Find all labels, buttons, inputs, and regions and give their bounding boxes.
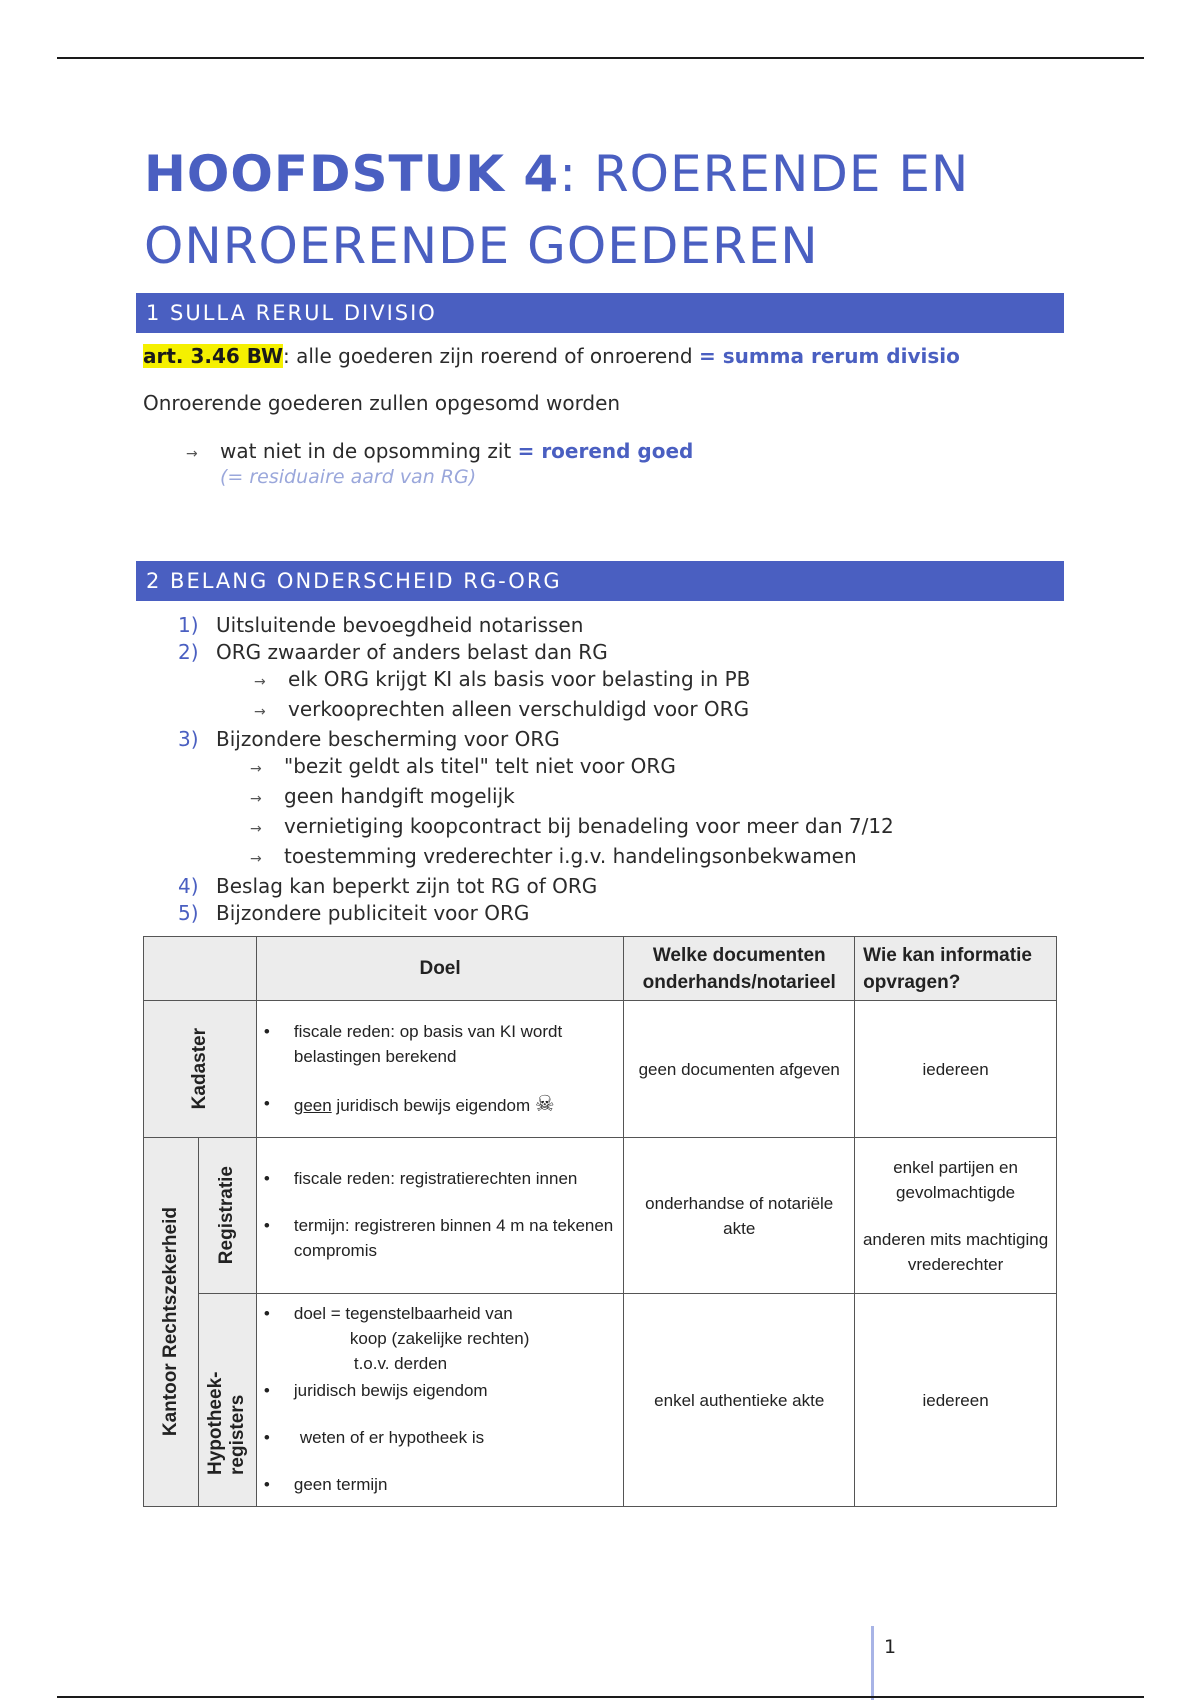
table-header-row	[144, 937, 1057, 1001]
registratie-who-cell: enkel partijen en gevolmachtigde anderen mits machtiging vrederechter	[855, 1138, 1057, 1294]
registratie-doel-cell: • fiscale reden: registratierechten innen • termijn: registreren binnen 4 m na tekenen compromis	[256, 1138, 623, 1294]
row-label-registratie: Registratie	[198, 1138, 256, 1294]
page-number-divider	[871, 1626, 874, 1700]
top-rule	[57, 57, 1144, 59]
page-title: HOOFDSTUK 4: ROERENDE EN ONROERENDE GOEDEREN	[144, 145, 970, 275]
kadaster-who-cell: iedereen	[855, 1001, 1057, 1138]
overview-table	[143, 936, 1057, 1507]
kadaster-doel-cell: • fiscale reden: op basis van KI wordt belastingen berekend • geen juridisch bewijs eigendom ☠	[256, 1001, 623, 1138]
list-item: 5) Bijzondere publiciteit voor ORG	[178, 901, 530, 925]
sub-item: → "bezit geldt als titel" telt niet voor ORG	[178, 753, 894, 783]
skull-icon: ☠	[534, 1090, 555, 1116]
header-doel: Doel	[256, 937, 623, 1001]
residual-note: (= residuaire aard van RG)	[220, 466, 477, 488]
paragraph-line: Onroerende goederen zullen opgesomd worden	[143, 391, 621, 415]
arrow-right-icon: →	[250, 761, 262, 777]
article-reference: art. 3.46 BW	[143, 344, 283, 368]
arrow-right-icon: →	[250, 821, 262, 837]
numbered-list	[178, 612, 894, 927]
arrow-line: → wat niet in de opsomming zit = roerend goed	[186, 439, 694, 463]
page-number: 1	[884, 1636, 897, 1658]
row-label-kantoor: Kantoor Rechtszekerheid	[144, 1138, 199, 1507]
hypotheek-who-cell: iedereen	[855, 1294, 1057, 1507]
list-item: 4) Beslag kan beperkt zijn tot RG of ORG	[178, 874, 598, 898]
arrow-right-icon: →	[250, 791, 262, 807]
section-heading-1: 1 SULLA RERUL DIVISIO	[136, 293, 1064, 333]
header-empty-cell	[144, 937, 257, 1001]
sub-item: → geen handgift mogelijk	[178, 783, 894, 813]
list-item: 3) Bijzondere bescherming voor ORG	[178, 727, 560, 751]
hypotheek-doel-cell: • doel = tegenstelbaarheid van koop (zakelijke rechten) t.o.v. derden • juridisch bewijs eigendom • weten of er hypotheek is • geen termijn	[256, 1294, 623, 1507]
row-label-hypotheek: Hypotheek-registers	[198, 1294, 256, 1507]
table-row-kadaster	[144, 1001, 1057, 1138]
row-label-kadaster: Kadaster	[144, 1001, 257, 1138]
sub-item: → verkooprechten alleen verschuldigd voor ORG	[178, 696, 894, 726]
sub-item: → elk ORG krijgt KI als basis voor belasting in PB	[178, 666, 894, 696]
header-who: Wie kan informatie opvragen?	[855, 937, 1057, 1001]
bottom-rule	[57, 1696, 1144, 1698]
list-item: 2) ORG zwaarder of anders belast dan RG	[178, 640, 608, 664]
list-item: 1) Uitsluitende bevoegdheid notarissen	[178, 613, 584, 637]
table-row-registratie	[144, 1138, 1057, 1294]
arrow-right-icon: →	[250, 851, 262, 867]
table-row-hypotheek	[144, 1294, 1057, 1507]
arrow-right-icon: →	[186, 446, 198, 462]
arrow-right-icon: →	[254, 674, 266, 690]
sub-item: → vernietiging koopcontract bij benadeling voor meer dan 7/12	[178, 813, 894, 843]
arrow-right-icon: →	[254, 704, 266, 720]
header-documents: Welke documenten onderhands/notarieel	[624, 937, 855, 1001]
section-heading-2: 2 BELANG ONDERSCHEID RG-ORG	[136, 561, 1064, 601]
article-line: art. 3.46 BW: alle goederen zijn roerend of onroerend = summa rerum divisio	[143, 344, 960, 368]
registratie-docs-cell: onderhandse of notariële akte	[624, 1138, 855, 1294]
sub-item: → toestemming vrederechter i.g.v. handelingsonbekwamen	[178, 843, 894, 873]
kadaster-docs-cell: geen documenten afgeven	[624, 1001, 855, 1138]
hypotheek-docs-cell: enkel authentieke akte	[624, 1294, 855, 1507]
